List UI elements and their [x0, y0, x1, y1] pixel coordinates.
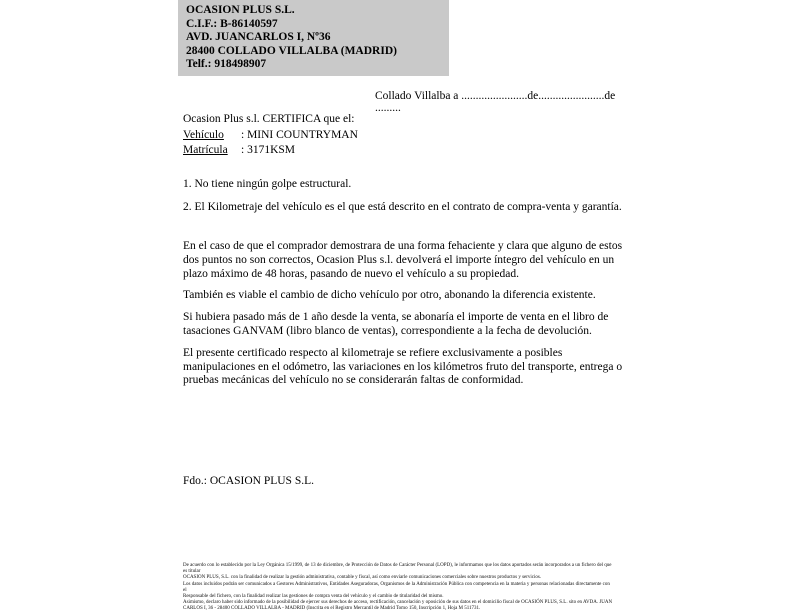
footer-line: De acuerdo con lo establecido por la Ley Orgánica 15/1999, de 13 de diciembre, de Protección de Datos de Carácter Personal (LOPD), le informamos que los datos aportados serán incorporados a un fichero del que es titular	[183, 563, 612, 575]
point-2: 2. El Kilometraje del vehículo es el que está descrito en el contrato de compra-venta y garantía.	[183, 201, 622, 213]
paragraphs-block	[183, 240, 623, 396]
company-address: AVD. JUANCARLOS I, Nº36	[186, 31, 331, 43]
signature-line: Fdo.: OCASION PLUS S.L.	[183, 475, 314, 487]
plate-label: Matrícula	[183, 144, 228, 156]
company-header	[178, 0, 449, 76]
vehicle-label: Vehículo	[183, 128, 224, 141]
company-cif: C.I.F.: B-86140597	[186, 17, 278, 30]
paragraph-ganvam: Si hubiera pasado más de 1 año desde la venta, se abonaría el importe de venta en el libro de tasaciones GANVAM (libro blanco de ventas), correspondiente a la fecha de devolución.	[183, 311, 609, 337]
plate-value: : 3171KSM	[241, 144, 295, 156]
point-1: 1. No tiene ningún golpe estructural.	[183, 178, 352, 190]
footer-line: CARLOS I, 36 - 28400 COLLADO VILLALBA - MADRID (Inscrita en el Registro Mercantil de Madrid Tomo 150, Inscripción 1, Hoja M 511731.	[183, 606, 481, 612]
company-city: 28400 COLLADO VILLALBA (MADRID)	[186, 44, 397, 57]
plate-line	[183, 143, 623, 159]
company-name: OCASION PLUS S.L.	[186, 4, 295, 16]
paragraph-exchange: También es viable el cambio de dicho vehículo por otro, abonando la diferencia existente.	[183, 289, 596, 302]
certify-intro: Ocasion Plus s.l. CERTIFICA que el:	[183, 113, 355, 125]
points-block	[183, 177, 643, 223]
date-line: Collado Villalba a .......................de.......................de .........	[375, 90, 616, 114]
paragraph-odometer: El presente certificado respecto al kilometraje se refiere exclusivamente a posibles manipulaciones en el odómetro, las variaciones en los kilómetros fruto del transporte, entrega o pruebas mecánicas del vehículo no se considerarán faltas de conformidad.	[183, 346, 623, 387]
footer-line: Asimismo, declaro haber sido informado de la posibilidad de ejercer sus derechos de acceso, rectificación, cancelación y oposición de sus datos en el domicilio fiscal de OCASIÓN PLUS, S.L. sito en AVDA. JUAN	[183, 600, 613, 606]
certify-block	[183, 112, 623, 159]
footer-line: Responsable del fichero, con la finalidad realizar las gestiones de compra venta del vehículo y el cambio de titularidad del mismo.	[183, 594, 444, 600]
vehicle-line	[183, 128, 623, 144]
footer-line: OCASION PLUS, S.L. con la finalidad de realizar la gestión administrativa, contable y fiscal, así como enviarle comunicaciones comerciales sobre nuestros productos y servicios.	[183, 575, 542, 581]
paragraph-refund: En el caso de que el comprador demostrara de una forma fehaciente y clara que alguno de estos dos puntos no son correctos, Ocasion Plus s.l. devolverá el importe íntegro del vehículo en un plazo máximo de 48 horas, pasando de nuevo el vehículo a su propiedad.	[183, 240, 623, 280]
vehicle-value: : MINI COUNTRYMAN	[241, 128, 358, 141]
legal-footer	[183, 563, 613, 613]
footer-line: Los datos incluidos podrán ser comunicados a Gestores Administrativos, Entidades Aseguradoras, Organismos de la Administración Pública con competencia en la materia y personas relacionadas directamente con el	[183, 581, 610, 593]
company-phone: Telf.: 918498907	[186, 58, 267, 70]
